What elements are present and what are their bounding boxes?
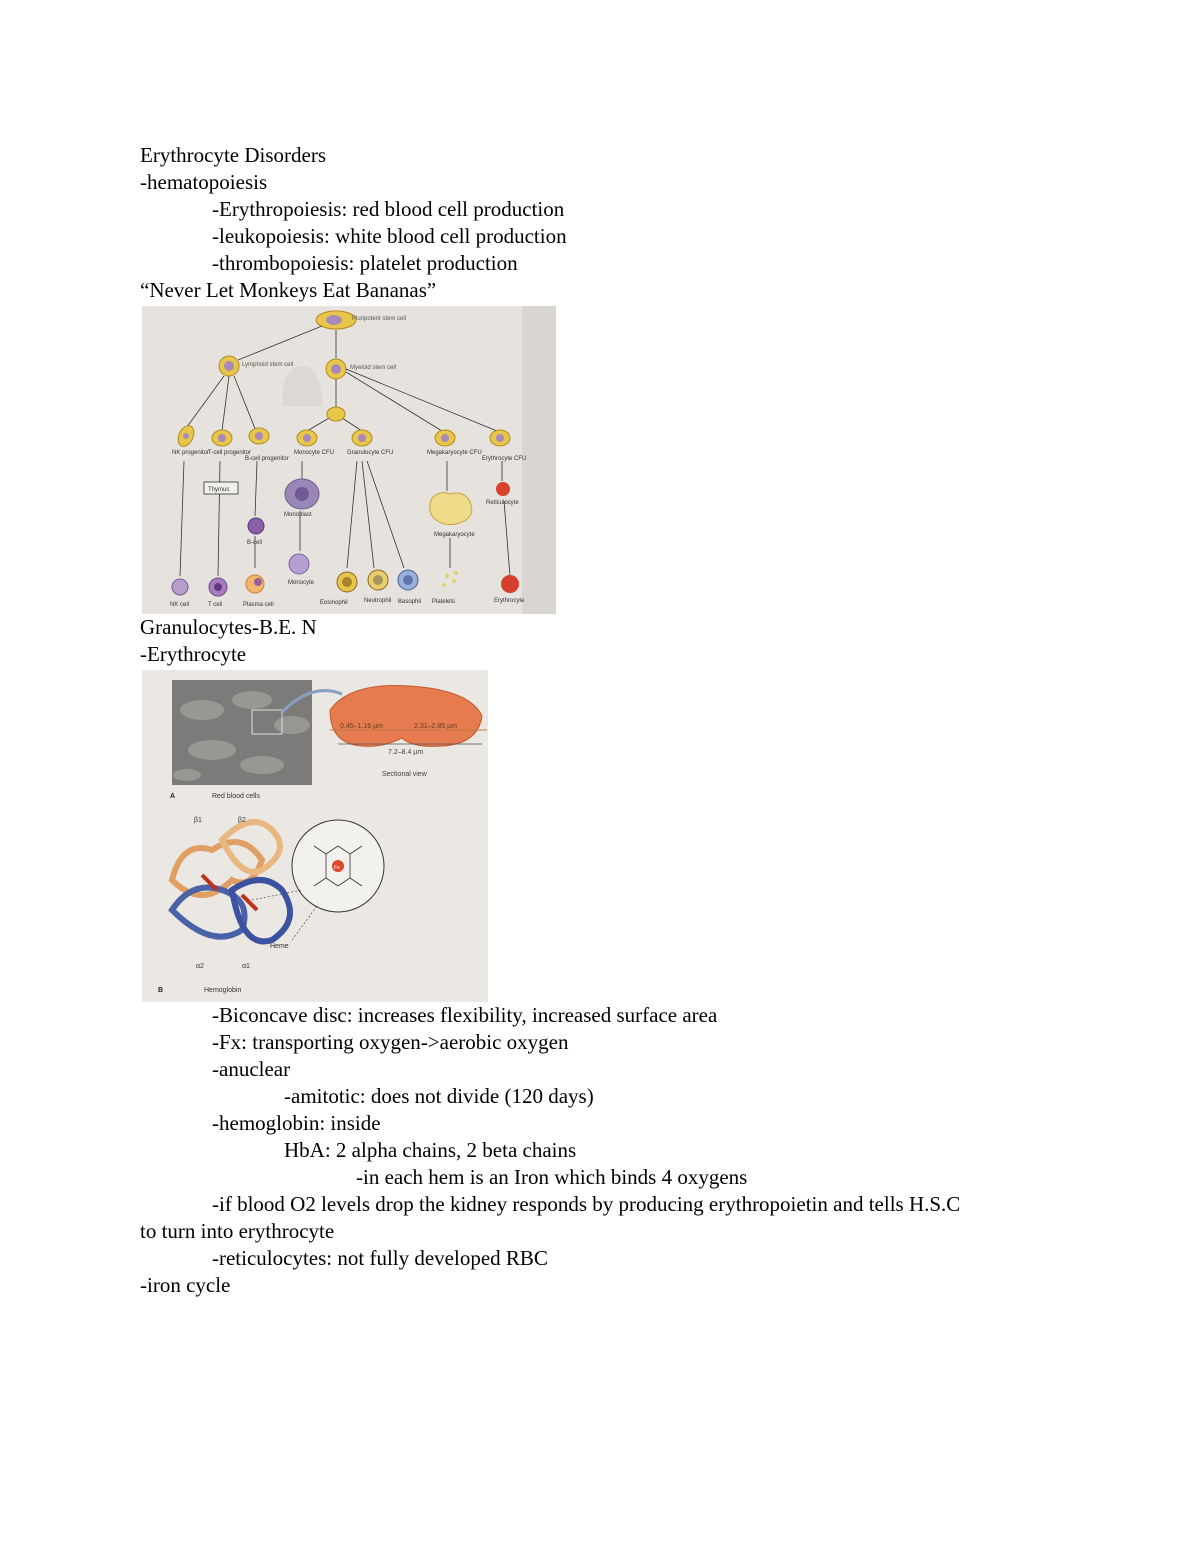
hba-line: HbA: 2 alpha chains, 2 beta chains (284, 1138, 577, 1162)
chain-a1: α1 (242, 963, 250, 970)
iron-line: -in each hem is an Iron which binds 4 oxygens (356, 1165, 748, 1189)
thymus-label: Thymus (208, 487, 230, 493)
granulocytes-line: Granulocytes-B.E. N (140, 615, 317, 639)
plasma-cell-label: Plasma cell (243, 602, 274, 608)
neutrophil-label: Neutrophil (364, 598, 392, 604)
basophil-label: Basophil (398, 599, 422, 605)
kidney-line-1: -if blood O2 levels drop the kidney responds by producing erythropoietin and tells H.S.C (212, 1192, 961, 1216)
measure-width: 7.2–8.4 µm (388, 749, 424, 756)
hematopoiesis-heading: -hematopoiesis (140, 170, 268, 194)
kidney-line-2: to turn into erythrocyte (140, 1219, 335, 1243)
sectional-view-label: Sectional view (382, 771, 427, 778)
monoblast-label: Monoblast (284, 512, 312, 518)
t-cell-label: T cell (208, 602, 223, 608)
pluripotent-label: Pluripotent stem cell (352, 316, 407, 322)
reticulocytes-line: -reticulocytes: not fully developed RBC (212, 1246, 548, 1270)
erythropoiesis-item: -Erythropoiesis: red blood cell production (212, 197, 565, 221)
hematopoiesis-figure (142, 306, 1080, 614)
measure-right: 2.31–2.85 µm (414, 723, 457, 730)
amitotic-line: -amitotic: does not divide (120 days) (284, 1084, 594, 1108)
erythrocyte-figure (142, 670, 1080, 1002)
erythrocyte-cell-label: Erythrocyte (494, 598, 525, 604)
platelets-label: Platelets (432, 599, 456, 605)
function-line: -Fx: transporting oxygen->aerobic oxygen (212, 1030, 569, 1054)
document-title: Erythrocyte Disorders (140, 143, 327, 167)
progenitor-erythrocyte-label: Erythrocyte CFU (482, 456, 527, 462)
fe-label: Fe (334, 865, 340, 871)
mnemonic: “Never Let Monkeys Eat Bananas” (140, 278, 437, 302)
monocyte-label: Monocyte (288, 580, 315, 586)
chain-b2: β2 (238, 817, 246, 824)
myeloid-label: Myeloid stem cell (350, 365, 397, 371)
leukopoiesis-item: -leukopoiesis: white blood cell production (212, 224, 567, 248)
progenitor-t-label: T-cell progenitor (208, 450, 252, 456)
measure-left: 0.45–1.16 µm (340, 723, 383, 730)
panel-a-label: A (170, 793, 176, 800)
panel-a-caption: Red blood cells (212, 793, 260, 800)
chain-b1: β1 (194, 817, 202, 824)
hemoglobin-line: -hemoglobin: inside (212, 1111, 381, 1135)
progenitor-nk-label: NK progenitor (172, 450, 210, 456)
anuclear-line: -anuclear (212, 1057, 291, 1081)
biconcave-line: -Biconcave disc: increases flexibility, increased surface area (212, 1003, 718, 1027)
megakaryocyte-label: Megakaryocyte (434, 532, 475, 538)
erythrocyte-heading: -Erythrocyte (140, 642, 247, 666)
lymphoid-label: Lymphoid stem cell (242, 362, 294, 368)
heme-label: Heme (270, 943, 289, 950)
eosinophil-label: Eosinophil (320, 600, 348, 606)
iron-cycle-line: -iron cycle (140, 1273, 231, 1297)
nk-cell-label: NK cell (170, 602, 190, 608)
progenitor-b-label: B-cell progenitor (245, 456, 289, 462)
thrombopoiesis-item: -thrombopoiesis: platelet production (212, 251, 518, 275)
panel-b-label: B (158, 987, 164, 994)
chain-a2: α2 (196, 963, 204, 970)
progenitor-monocyte-label: Monocyte CFU (294, 450, 335, 456)
bcell-label: B-cell (247, 540, 263, 546)
document-body (140, 142, 1080, 1299)
panel-b-caption: Hemoglobin (204, 987, 242, 994)
progenitor-granulocyte-label: Granulocyte CFU (347, 450, 394, 456)
progenitor-megakaryocyte-label: Megakaryocyte CFU (427, 450, 482, 456)
reticulocyte-label: Reticulocyte (486, 500, 519, 506)
